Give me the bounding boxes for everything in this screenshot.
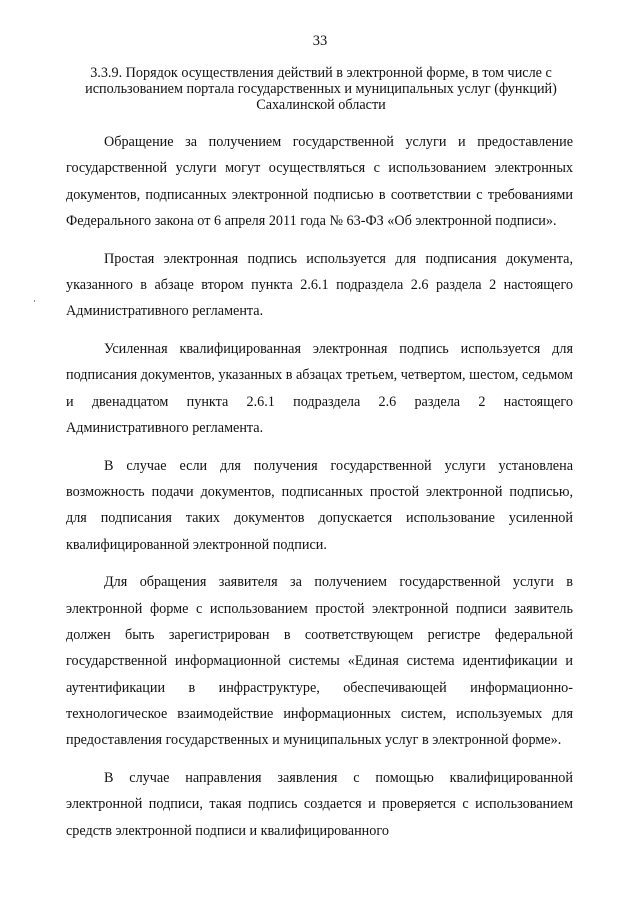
- paragraph-esia-registration: Для обращения заявителя за получением государственной услуги в электронной форме с использованием простой электронной подписи заявитель должен быть зарегистрирован в соответствующем регистре федеральной государственной информационной системы «Единая система идентификации и аутентификации в инфраструктуре, обеспечивающей информационно-технологическое взаимодействие информационных систем, используемых для предоставления государственных и муниципальных услуг в электронной форме».: [66, 574, 573, 749]
- paragraph-qualified-submission: В случае направления заявления с помощью квалифицированной электронной подписи, такая подпись создается и проверяется с использованием средств электронной подписи и квалифицированного: [66, 770, 573, 839]
- paragraph-qualified-signature: Усиленная квалифицированная электронная подпись используется для подписания документов, указанных в абзацах третьем, четвертом, шестом, седьмом и двенадцатом пункта 2.6.1 подраздела 2.6 раздела 2 настоящего Административного регламента.: [66, 341, 573, 436]
- paragraph-electronic-documents: Обращение за получением государственной услуги и предоставление государственной услуги могут осуществляться с использованием электронных документов, подписанных электронной подписью в соответствии с требованиями Федерального закона от 6 апреля 2011 года № 63-ФЗ «Об электронной подписи».: [66, 134, 573, 229]
- paragraph-simple-signature: Простая электронная подпись используется для подписания документа, указанного в абзаце втором пункта 2.6.1 подраздела 2.6 раздела 2 настоящего Административного регламента.: [66, 250, 573, 320]
- section-heading: 3.3.9. Порядок осуществления действий в электронной форме, в том числе с использованием портала государственных и муниципальных услуг (функций) Сахалинской области: [85, 65, 557, 114]
- document-body: [66, 129, 573, 855]
- scan-mark: [34, 300, 35, 302]
- page-number: 33: [312, 33, 328, 49]
- paragraph-qualified-allowed: В случае если для получения государственной услуги установлена возможность подачи документов, подписанных простой электронной подписью, для подписания таких документов допускается использование усиленной квалифицированной электронной подписи.: [66, 457, 573, 553]
